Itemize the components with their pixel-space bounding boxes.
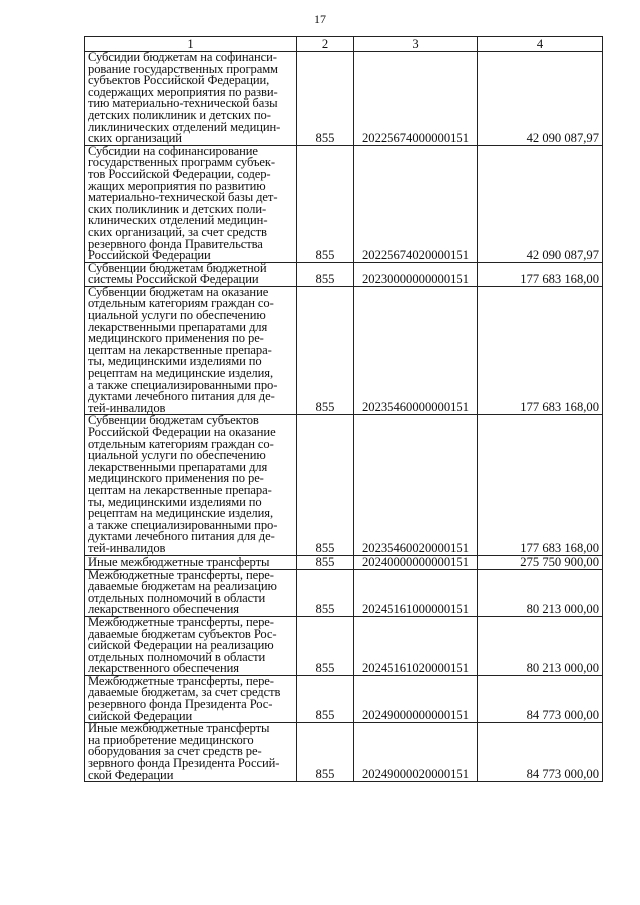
description-line: субъектов Российской Федерации,: [88, 73, 270, 88]
admin-code: 855: [297, 569, 354, 616]
description-line: циальной услуги по обеспечению: [88, 448, 266, 463]
description-line: Межбюджетные трансферты, пере-: [88, 567, 274, 582]
row-description: [85, 145, 297, 262]
description-line: ликлинических отделений медицин-: [88, 119, 281, 134]
description-line: Российской Федерации: [88, 248, 211, 263]
admin-code: 855: [297, 675, 354, 722]
description-line: цептам на лекарственные препара-: [88, 342, 272, 357]
description-line: даваемые бюджетам на реализацию: [88, 579, 277, 594]
description-line: даваемые бюджетам, за счет средств: [88, 685, 281, 700]
admin-code: 855: [297, 262, 354, 286]
amount: 42 090 087,97: [478, 52, 603, 146]
description-line: медицинского применения по ре-: [88, 331, 264, 346]
amount: 80 213 000,00: [478, 569, 603, 616]
budget-classification-code: 20235460020000151: [354, 415, 478, 555]
description-line: тей-инвалидов: [88, 540, 166, 555]
row-description: [85, 723, 297, 782]
description-line: тей-инвалидов: [88, 400, 166, 415]
description-line: ты, медицинскими изделиями по: [88, 354, 262, 369]
amount: 42 090 087,97: [478, 145, 603, 262]
description-line: лекарственными препаратами для: [88, 319, 268, 334]
admin-code: 855: [297, 52, 354, 146]
description-line: лекарственными препаратами для: [88, 459, 268, 474]
admin-code: 855: [297, 415, 354, 555]
table-row: [85, 262, 603, 286]
column-header: 2: [297, 37, 354, 52]
description-line: на приобретение медицинского: [88, 732, 254, 747]
description-line: ты, медицинскими изделиями по: [88, 494, 262, 509]
budget-classification-code: 20249000000000151: [354, 675, 478, 722]
table-row: [85, 555, 603, 569]
description-line: ских поликлиник и детских поли-: [88, 201, 267, 216]
description-line: отдельных полномочий в области: [88, 590, 266, 605]
column-header: 1: [85, 37, 297, 52]
row-description: [85, 286, 297, 415]
description-line: отдельным категориям граждан со-: [88, 296, 274, 311]
row-description: [85, 52, 297, 146]
description-line: детских поликлиник и детских по-: [88, 107, 271, 122]
amount: 84 773 000,00: [478, 675, 603, 722]
budget-table: [84, 36, 603, 782]
row-description: [85, 262, 297, 286]
budget-classification-code: 20245161000000151: [354, 569, 478, 616]
description-line: содержащих мероприятия по разви-: [88, 84, 278, 99]
amount: 80 213 000,00: [478, 616, 603, 675]
description-line: а также специализированными про-: [88, 517, 278, 532]
description-line: сийской Федерации: [88, 708, 193, 723]
amount: 177 683 168,00: [478, 262, 603, 286]
description-line: Межбюджетные трансферты, пере-: [88, 673, 274, 688]
description-line: Межбюджетные трансферты, пере-: [88, 614, 274, 629]
description-line: резервного фонда Президента Рос-: [88, 697, 273, 712]
amount: 84 773 000,00: [478, 723, 603, 782]
description-line: дуктами лечебного питания для де-: [88, 389, 275, 404]
admin-code: 855: [297, 616, 354, 675]
description-line: рование государственных программ: [88, 61, 278, 76]
page-number: 17: [314, 12, 326, 26]
row-description: [85, 616, 297, 675]
description-line: тов Российской Федерации, содер-: [88, 166, 271, 181]
description-line: резервного фонда Правительства: [88, 236, 263, 251]
description-line: государственных программ субъек-: [88, 155, 275, 170]
table-row: [85, 52, 603, 146]
description-line: рецептам на медицинские изделия,: [88, 366, 273, 381]
budget-classification-code: 20235460000000151: [354, 286, 478, 415]
budget-classification-code: 20240000000000151: [354, 555, 478, 569]
budget-classification-code: 20245161020000151: [354, 616, 478, 675]
table-row: [85, 569, 603, 616]
description-line: Российской Федерации на оказание: [88, 425, 276, 439]
description-line: Субсидии бюджетам на софинанси-: [88, 50, 277, 64]
amount: 275 750 900,00: [478, 555, 603, 569]
description-line: Субвенции бюджетам на оказание: [88, 284, 269, 299]
table-row: [85, 723, 603, 782]
amount: 177 683 168,00: [478, 286, 603, 415]
description-line: медицинского применения по ре-: [88, 471, 264, 486]
budget-classification-code: 20225674020000151: [354, 145, 478, 262]
description-line: а также специализированными про-: [88, 377, 278, 392]
description-line: ских организаций, за счет средств: [88, 224, 267, 239]
description-line: рецептам на медицинские изделия,: [88, 506, 273, 521]
description-line: Иные межбюджетные трансферты: [88, 721, 270, 736]
description-line: лекарственного обеспечения: [88, 602, 239, 617]
description-line: дуктами лечебного питания для де-: [88, 529, 275, 544]
table-row: [85, 145, 603, 262]
amount: 177 683 168,00: [478, 415, 603, 555]
admin-code: 855: [297, 555, 354, 569]
description-line: цептам на лекарственные препара-: [88, 482, 272, 497]
description-line: тию материально-технической базы: [88, 96, 278, 111]
description-line: Субвенции бюджетам бюджетной: [88, 260, 267, 275]
budget-classification-code: 20230000000000151: [354, 262, 478, 286]
table-row: [85, 415, 603, 555]
column-header: 3: [354, 37, 478, 52]
description-line: системы Российской Федерации: [88, 272, 259, 287]
description-line: ской Федерации: [88, 767, 174, 782]
table-row: [85, 286, 603, 415]
description-line: жащих мероприятия по развитию: [88, 178, 266, 193]
table-row: [85, 675, 603, 722]
description-line: Иные межбюджетные трансферты: [88, 554, 270, 569]
row-description: [85, 675, 297, 722]
description-line: циальной услуги по обеспечению: [88, 308, 266, 323]
description-line: Субвенции бюджетам субъектов: [88, 413, 259, 428]
description-line: зервного фонда Президента Россий-: [88, 756, 280, 771]
row-description: [85, 569, 297, 616]
admin-code: 855: [297, 723, 354, 782]
description-line: отдельным категориям граждан со-: [88, 436, 274, 451]
description-line: сийской Федерации на реализацию: [88, 638, 274, 653]
budget-classification-code: 20249000020000151: [354, 723, 478, 782]
admin-code: 855: [297, 286, 354, 415]
description-line: даваемые бюджетам субъектов Рос-: [88, 626, 277, 641]
description-line: отдельных полномочий в области: [88, 649, 266, 664]
budget-classification-code: 20225674000000151: [354, 52, 478, 146]
description-line: ских организаций: [88, 131, 182, 146]
row-description: [85, 415, 297, 555]
description-line: материально-технической базы дет-: [88, 190, 278, 205]
table-row: [85, 616, 603, 675]
row-description: [85, 555, 297, 569]
description-line: клинических отделений медицин-: [88, 213, 268, 228]
admin-code: 855: [297, 145, 354, 262]
description-line: оборудования за счет средств ре-: [88, 744, 262, 759]
description-line: лекарственного обеспечения: [88, 661, 239, 676]
column-header: 4: [478, 37, 603, 52]
description-line: Субсидии на софинансирование: [88, 143, 258, 158]
